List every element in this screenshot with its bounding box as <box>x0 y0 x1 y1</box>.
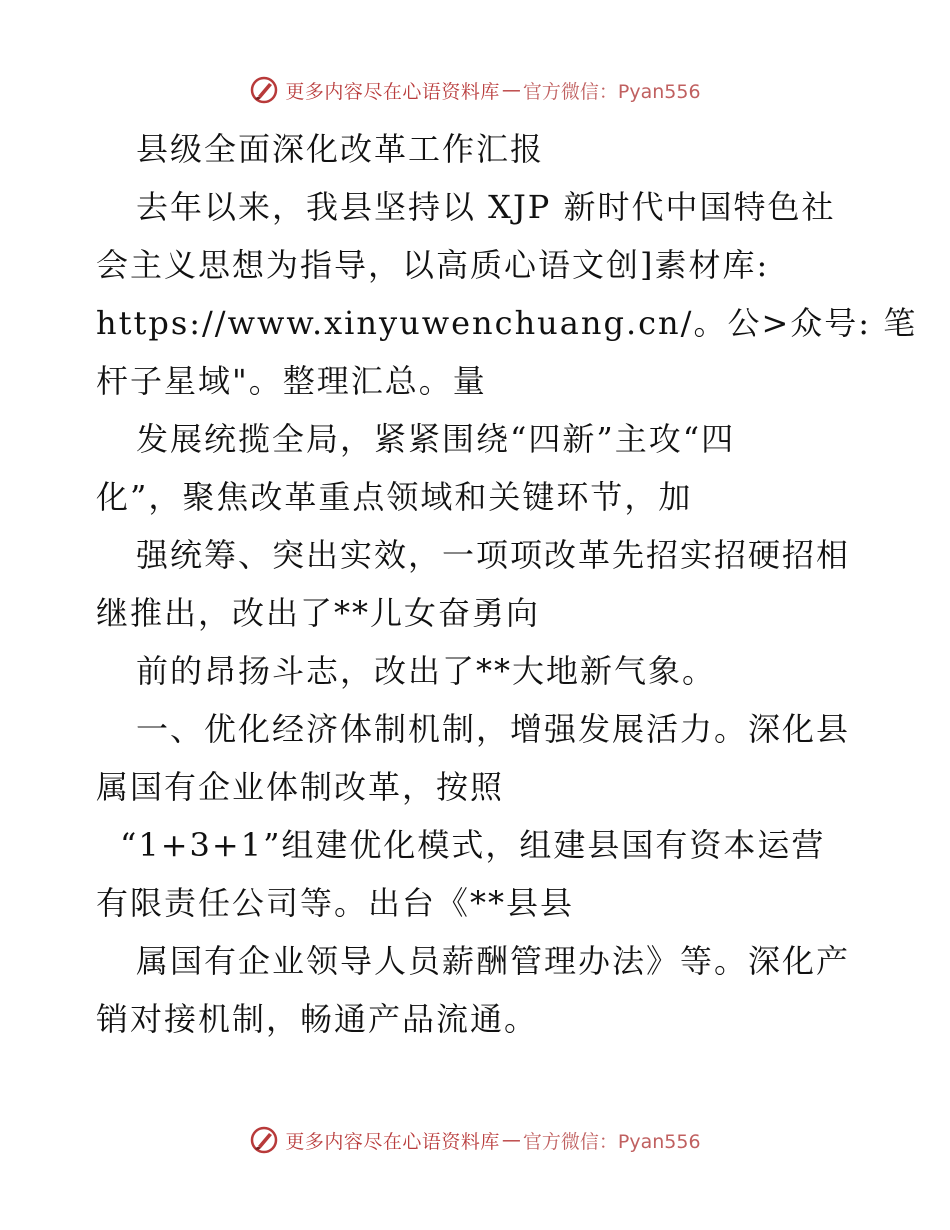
section-heading-line: 一、优化经济体制机制，增强发展活力。深化县 <box>136 710 851 748</box>
paragraph-line: 化”，聚焦改革重点领域和关键环节，加 <box>96 478 693 516</box>
paragraph-line: 强统筹、突出实效，一项项改革先招实招硬招相 <box>136 536 851 574</box>
banner-text: 更多内容尽在心语资料库 <box>285 1130 500 1153</box>
brush-logo-icon <box>249 75 279 105</box>
paragraph-line: https://www.xinyuwenchuang.cn/。公>众号: 笔 <box>96 304 918 342</box>
brush-logo-icon <box>249 1125 279 1155</box>
banner-contact: 官方微信：Pyan556 <box>522 80 701 103</box>
banner-separator: — <box>501 1129 521 1151</box>
paragraph-line: “1+3+1”组建优化模式，组建县国有资本运营 <box>120 826 826 864</box>
paragraph-line: 继推出，改出了**儿女奋勇向 <box>96 594 541 632</box>
header-watermark-banner <box>0 70 950 110</box>
paragraph-line: 属国有企业体制改革，按照 <box>96 768 505 806</box>
paragraph-line: 属国有企业领导人员薪酬管理办法》等。深化产 <box>136 942 851 980</box>
paragraph-line: 前的昂扬斗志，改出了**大地新气象。 <box>136 652 717 690</box>
banner-contact: 官方微信：Pyan556 <box>522 1130 701 1153</box>
document-body <box>96 120 918 1048</box>
paragraph-line: 有限责任公司等。出台《**县县 <box>96 884 575 922</box>
banner-separator: — <box>501 79 521 101</box>
paragraph-line: 去年以来，我县坚持以 XJP 新时代中国特色社 <box>136 188 836 226</box>
paragraph-line: 销对接机制，畅通产品流通。 <box>96 1000 539 1038</box>
paragraph-line: 会主义思想为指导，以高质心语文创]素材库: <box>96 246 770 284</box>
paragraph-line: 发展统揽全局，紧紧围绕“四新”主攻“四 <box>136 420 736 458</box>
banner-text: 更多内容尽在心语资料库 <box>285 80 500 103</box>
paragraph-line: 杆子星域"。整理汇总。量 <box>96 362 487 400</box>
document-title: 县级全面深化改革工作汇报 <box>136 130 545 168</box>
footer-watermark-banner <box>0 1120 950 1160</box>
